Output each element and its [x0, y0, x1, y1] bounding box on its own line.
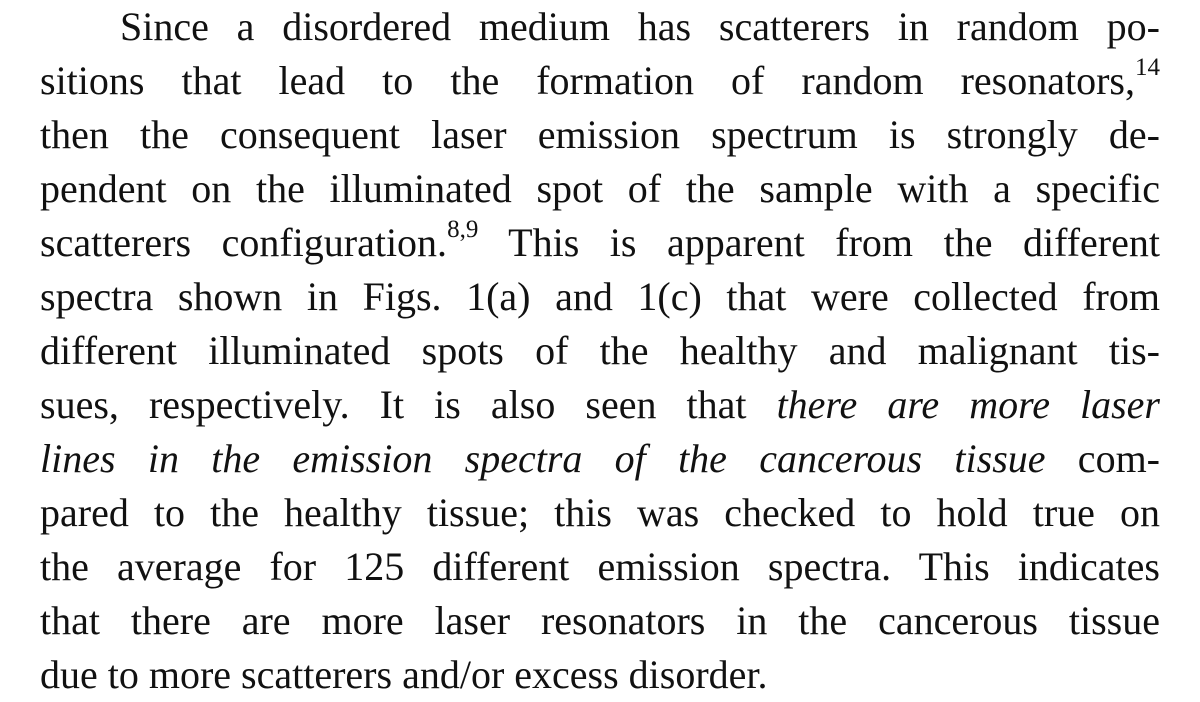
text-run: due to more scatterers and/or excess disorder. [40, 652, 768, 697]
text-line [40, 108, 1160, 162]
text-line [40, 486, 1160, 540]
text-line [40, 0, 1160, 54]
text-run: Since a disordered medium has scatterers in random po- [120, 4, 1160, 49]
text-line [40, 648, 1160, 702]
text-run: This is apparent from the different [478, 220, 1160, 265]
text-run: the average for 125 different emission spectra. This indicates [40, 544, 1160, 589]
text-line [40, 324, 1160, 378]
citation-superscript: 14 [1135, 53, 1160, 81]
text-line [40, 594, 1160, 648]
text-run: com- [1045, 436, 1160, 481]
text-line [40, 216, 1160, 270]
body-paragraph [40, 0, 1160, 702]
text-run: different illuminated spots of the healthy and malignant tis- [40, 328, 1160, 373]
text-line [40, 540, 1160, 594]
text-run: spectra shown in Figs. 1(a) and 1(c) that were collected from [40, 274, 1160, 319]
text-run: scatterers configuration. [40, 220, 448, 265]
citation-superscript: 8,9 [447, 215, 479, 243]
text-run: sues, respectively. It is also seen that [40, 382, 777, 427]
text-run: sitions that lead to the formation of random resonators, [40, 58, 1135, 103]
text-line [40, 432, 1160, 486]
text-run: pared to the healthy tissue; this was checked to hold true on [40, 490, 1160, 535]
italic-emphasis: there are more laser [776, 382, 1161, 427]
text-line [40, 54, 1160, 108]
text-run: then the consequent laser emission spectrum is strongly de- [40, 112, 1160, 157]
text-line [40, 270, 1160, 324]
text-run: pendent on the illuminated spot of the sample with a specific [40, 166, 1160, 211]
text-line [40, 162, 1160, 216]
text-line [40, 378, 1160, 432]
italic-emphasis: lines in the emission spectra of the cancerous tissue [40, 436, 1046, 481]
text-run: that there are more laser resonators in the cancerous tissue [40, 598, 1160, 643]
